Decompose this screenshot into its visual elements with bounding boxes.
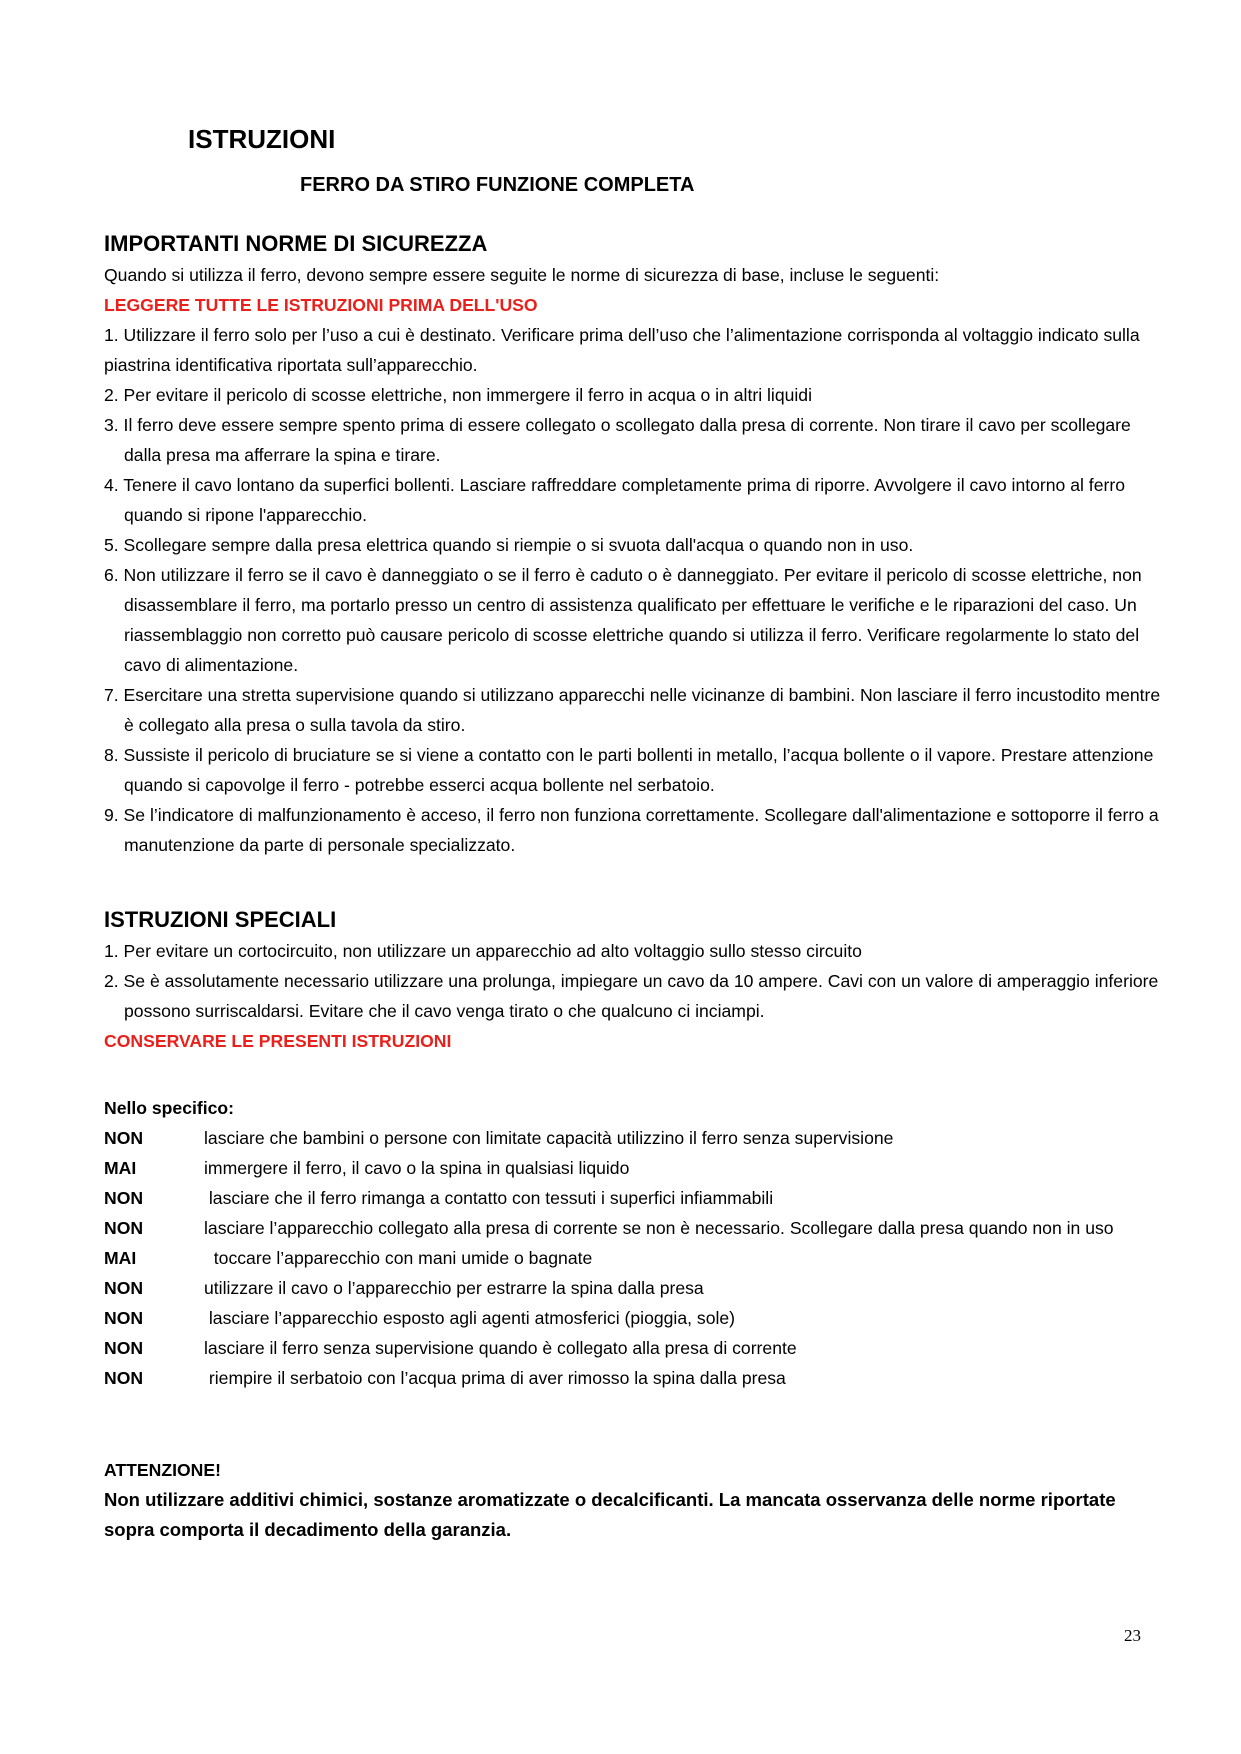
keep-instructions: CONSERVARE LE PRESENTI ISTRUZIONI <box>104 1031 452 1051</box>
special-heading: ISTRUZIONI SPECIALI <box>104 907 337 932</box>
warning-keyword: NON <box>104 1128 144 1148</box>
safety-item-7: 7. Esercitare una stretta supervisione quando si utilizzano apparecchi nelle vicinanze di bambini. Non lasciare il ferro incustodito mentre è collegato alla presa o sulla tavola da stiro. <box>104 685 1161 735</box>
safety-item-4: 4. Tenere il cavo lontano da superfici bollenti. Lasciare raffreddare completamente prima di riporre. Avvolgere il cavo intorno al ferro quando si ripone l'apparecchio. <box>104 475 1125 525</box>
warning-row <box>104 1363 1114 1393</box>
warning-keyword: NON <box>104 1308 144 1328</box>
attention-section <box>104 1455 1164 1545</box>
attention-text: Non utilizzare additivi chimici, sostanze aromatizzate o decalcificanti. La mancata osservanza delle norme riportate sopra comporta il decadimento della garanzia. <box>104 1489 1116 1540</box>
warning-keyword: NON <box>104 1338 144 1358</box>
safety-item-8: 8. Sussiste il pericolo di bruciature se si viene a contatto con le parti bollenti in metallo, l’acqua bollente o il vapore. Prestare attenzione quando si capovolge il ferro - potrebbe esserci acqua bollente nel serbatoio. <box>104 745 1154 795</box>
warning-text: toccare l’apparecchio con mani umide o bagnate <box>204 1248 593 1268</box>
safety-item-2: 2. Per evitare il pericolo di scosse elettriche, non immergere il ferro in acqua o in altri liquidi <box>104 385 812 405</box>
document-subtitle: FERRO DA STIRO FUNZIONE COMPLETA <box>300 174 695 196</box>
document-title: ISTRUZIONI <box>188 124 336 154</box>
attention-heading: ATTENZIONE! <box>104 1460 221 1480</box>
warning-row <box>104 1123 1114 1153</box>
specific-section <box>104 1093 1164 1393</box>
warning-row <box>104 1153 1114 1183</box>
specific-warnings-table <box>104 1123 1114 1393</box>
warning-text: lasciare che bambini o persone con limitate capacità utilizzino il ferro senza supervisione <box>204 1128 894 1148</box>
warning-row <box>104 1213 1114 1243</box>
warning-row <box>104 1183 1114 1213</box>
warning-keyword: NON <box>104 1188 144 1208</box>
warning-keyword: NON <box>104 1218 144 1238</box>
warning-keyword: NON <box>104 1368 144 1388</box>
safety-item-1: 1. Utilizzare il ferro solo per l’uso a cui è destinato. Verificare prima dell’uso che l’alimentazione corrisponda al voltaggio indicato sulla piastrina identificativa riportata sull’apparecchio. <box>104 325 1140 375</box>
warning-row <box>104 1273 1114 1303</box>
warning-row <box>104 1303 1114 1333</box>
page-number: 23 <box>1124 1626 1141 1645</box>
warning-text: lasciare il ferro senza supervisione quando è collegato alla presa di corrente <box>204 1338 797 1358</box>
safety-item-3: 3. Il ferro deve essere sempre spento prima di essere collegato o scollegato dalla presa di corrente. Non tirare il cavo per scollegare dalla presa ma afferrare la spina e tirare. <box>104 415 1131 465</box>
warning-text: riempire il serbatoio con l’acqua prima di aver rimosso la spina dalla presa <box>204 1368 786 1388</box>
read-all-warning: LEGGERE TUTTE LE ISTRUZIONI PRIMA DELL'USO <box>104 295 538 315</box>
warning-keyword: NON <box>104 1278 144 1298</box>
special-item-2: 2. Se è assolutamente necessario utilizzare una prolunga, impiegare un cavo da 10 ampere. Cavi con un valore di amperaggio inferiore possono surriscaldarsi. Evitare che il cavo venga tirato o che qualcuno ci inciampi. <box>104 971 1159 1021</box>
safety-item-9: 9. Se l’indicatore di malfunzionamento è acceso, il ferro non funziona correttamente. Scollegare dall'alimentazione e sottoporre il ferro a manutenzione da parte di personale specializzato. <box>104 805 1159 855</box>
warning-text: lasciare l’apparecchio collegato alla presa di corrente se non è necessario. Scollegare dalla presa quando non in uso <box>204 1218 1114 1238</box>
safety-section <box>104 228 1164 860</box>
safety-intro: Quando si utilizza il ferro, devono sempre essere seguite le norme di sicurezza di base, incluse le seguenti: <box>104 265 940 285</box>
safety-item-5: 5. Scollegare sempre dalla presa elettrica quando si riempie o si svuota dall'acqua o quando non in uso. <box>104 535 914 555</box>
specific-heading: Nello specifico: <box>104 1098 235 1118</box>
warning-text: lasciare che il ferro rimanga a contatto con tessuti i superfici infiammabili <box>204 1188 774 1208</box>
safety-item-6: 6. Non utilizzare il ferro se il cavo è danneggiato o se il ferro è caduto o è danneggiato. Per evitare il pericolo di scosse elettriche, non disassemblare il ferro, ma portarlo presso un centro di assistenza qualificato per effettuare le verifiche e le riparazioni del caso. Un riassemblaggio non corretto può causare pericolo di scosse elettriche quando si utilizza il ferro. Verificare regolarmente lo stato del cavo di alimentazione. <box>104 565 1142 675</box>
warning-keyword: MAI <box>104 1158 137 1178</box>
warning-text: utilizzare il cavo o l’apparecchio per estrarre la spina dalla presa <box>204 1278 704 1298</box>
warning-text: immergere il ferro, il cavo o la spina in qualsiasi liquido <box>204 1158 630 1178</box>
warning-text: lasciare l’apparecchio esposto agli agenti atmosferici (pioggia, sole) <box>204 1308 736 1328</box>
special-item-1: 1. Per evitare un cortocircuito, non utilizzare un apparecchio ad alto voltaggio sullo stesso circuito <box>104 941 862 961</box>
safety-heading: IMPORTANTI NORME DI SICUREZZA <box>104 231 488 256</box>
special-section <box>104 904 1164 1056</box>
warning-row <box>104 1243 1114 1273</box>
warning-keyword: MAI <box>104 1248 137 1268</box>
warning-row <box>104 1333 1114 1363</box>
